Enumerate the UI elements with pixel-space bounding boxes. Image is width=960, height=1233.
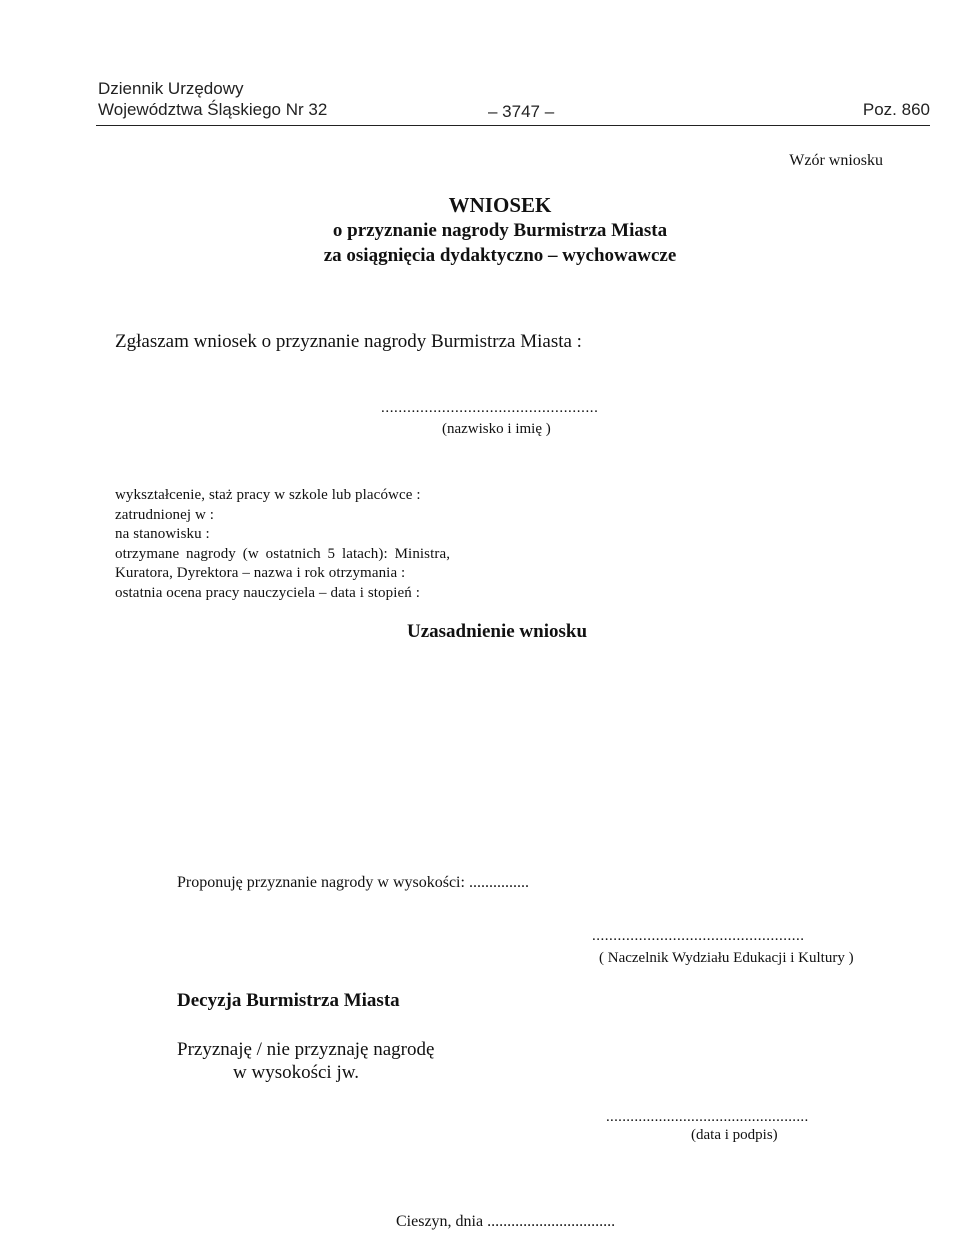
page-number: – 3747 – (488, 102, 555, 121)
document-title (0, 193, 960, 268)
field-position: na stanowisku : (115, 526, 210, 542)
name-field-caption: (nazwisko i imię ) (442, 421, 551, 437)
field-evaluation: ostatnia ocena pracy nauczyciela – data i stopień : (115, 584, 420, 601)
name-field-dots: .................................................. (381, 400, 599, 416)
justification-heading: Uzasadnienie wniosku (407, 621, 588, 642)
title-line-1: WNIOSEK (448, 193, 552, 217)
decision-line-1: Przyznaję / nie przyznaję nagrodę (177, 1039, 435, 1060)
field-awards: otrzymane nagrody (w ostatnich 5 latach): Ministra, (115, 545, 451, 562)
field-awards-cont: Kuratora, Dyrektora – nazwa i rok otrzymania : (115, 565, 406, 581)
title-line-2: o przyznanie nagrody Burmistrza Miasta (332, 220, 668, 241)
header-rule (96, 125, 930, 126)
journal-name-line2: Województwa Śląskiego Nr 32 (98, 100, 328, 119)
decision-heading: Decyzja Burmistrza Miasta (177, 990, 400, 1011)
position-number: Poz. 860 (862, 100, 930, 119)
decision-line-2: w wysokości jw. (233, 1062, 359, 1083)
intro-text: Zgłaszam wniosek o przyznanie nagrody Burmistrza Miasta : (115, 331, 582, 352)
place-date-line: Cieszyn, dnia ................................ (396, 1213, 616, 1230)
applicant-fields (115, 486, 450, 603)
field-education: wykształcenie, staż pracy w szkole lub placówce : (115, 487, 421, 503)
journal-name-line1: Dziennik Urzędowy (98, 79, 244, 98)
form-template-label: Wzór wniosku (789, 152, 883, 169)
date-signature-caption: (data i podpis) (691, 1127, 778, 1143)
proposal-line: Proponuję przyznanie nagrody w wysokości: ............... (177, 874, 529, 891)
date-signature-dots: .................................................. (606, 1109, 809, 1125)
field-employer: zatrudnionej w : (115, 506, 215, 523)
naczelnik-signature-dots: .................................................. (592, 928, 805, 944)
title-line-3: za osiągnięcia dydaktyczno – wychowawcze (323, 245, 677, 266)
naczelnik-signature-caption: ( Naczelnik Wydziału Edukacji i Kultury ) (599, 950, 854, 966)
